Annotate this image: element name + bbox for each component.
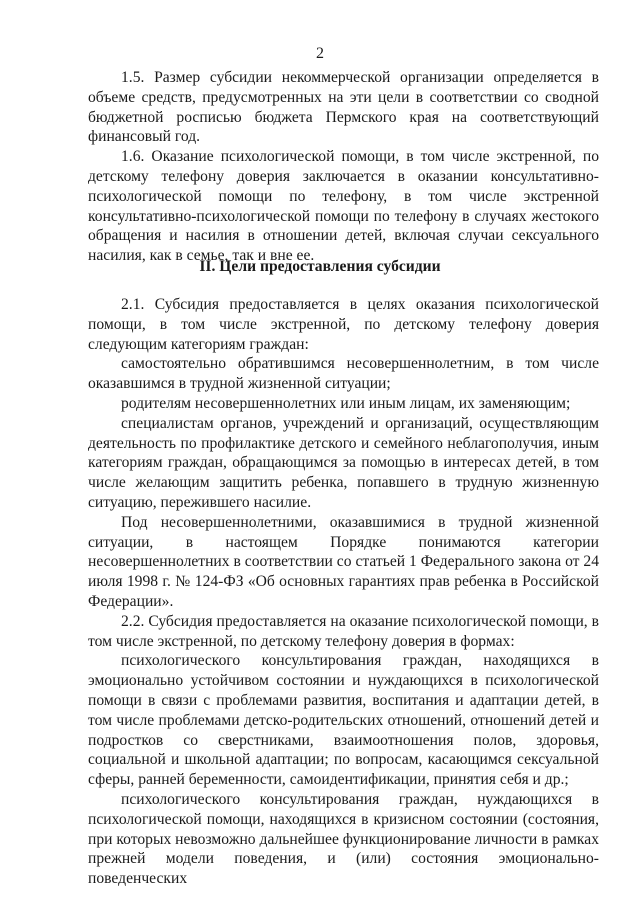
list-item-parents: родителям несовершеннолетних или иным лицам, их заменяющим; (121, 394, 571, 412)
section-2-text (88, 295, 599, 889)
paragraph-2-1: 2.1. Субсидия предоставляется в целях оказания психологической помощи, в том числе экстренной, по детскому телефону доверия следующим категориям граждан: (88, 296, 599, 353)
page-number: 2 (316, 45, 324, 62)
list-item-consulting-crisis: психологического консультирования граждан, нуждающихся в психологической помощи, находящихся в кризисном состоянии (состояния, при которых невозможно дальнейшее функционирование личности в рамках прежней модели поведения, и (или) состояния эмоционально-поведенческих (88, 790, 599, 888)
list-item-specialists: специалистам органов, учреждений и организаций, осуществляющим деятельность по профилактике детского и семейного неблагополучия, иным категориям граждан, обращающимся за помощью в интересах детей, в том числе желающим защитить ребенка, попавшего в трудную жизненную ситуацию, пережившего насилие. (88, 414, 599, 511)
section-2-heading: II. Цели предоставления субсидии (199, 258, 441, 275)
list-item-consulting-stable: психологического консультирования граждан, находящихся в эмоционально устойчивом состоянии и нуждающихся в психологической помощи в связи с проблемами развития, воспитания и адаптации детей, в том числе проблемами детско-родительских отношений, отношений детей и подростков со сверстниками, взаимоотношения полов, здоровья, социальной и школьной адаптации; по вопросам, касающимся сексуальной сферы, ранней беременности, самоидентификации, принятия себя и др.; (88, 652, 599, 789)
list-item-minors: самостоятельно обратившимся несовершеннолетним, в том числе оказавшимся в трудной жизненной ситуации; (88, 355, 599, 393)
paragraph-1-6: 1.6. Оказание психологической помощи, в том числе экстренной, по детскому телефону доверия заключается в оказании консультативно-психологической помощи по телефону, в том числе экстренной консультативно-психологической помощи по телефону в случаях жестокого обращения и насилия в отношении детей, включая случаи сексуального насилия, как в семье, так и вне ее. (88, 148, 599, 265)
section-1-text (88, 68, 599, 266)
paragraph-1-5: 1.5. Размер субсидии некоммерческой организации определяется в объеме средств, предусмотренных на эти цели в соответствии со сводной бюджетной росписью бюджета Пермского края на соответствующий финансовый год. (88, 69, 599, 146)
paragraph-2-2: 2.2. Субсидия предоставляется на оказание психологической помощи, в том числе экстренной, по детскому телефону доверия в формах: (88, 612, 599, 650)
paragraph-definition: Под несовершеннолетними, оказавшимися в трудной жизненной ситуации, в настоящем Порядке понимаются категории несовершеннолетних в соответствии со статьей 1 Федерального закона от 24 июля 1998 г. № 124-ФЗ «Об основных гарантиях прав ребенка в Российской Федерации». (88, 513, 599, 610)
